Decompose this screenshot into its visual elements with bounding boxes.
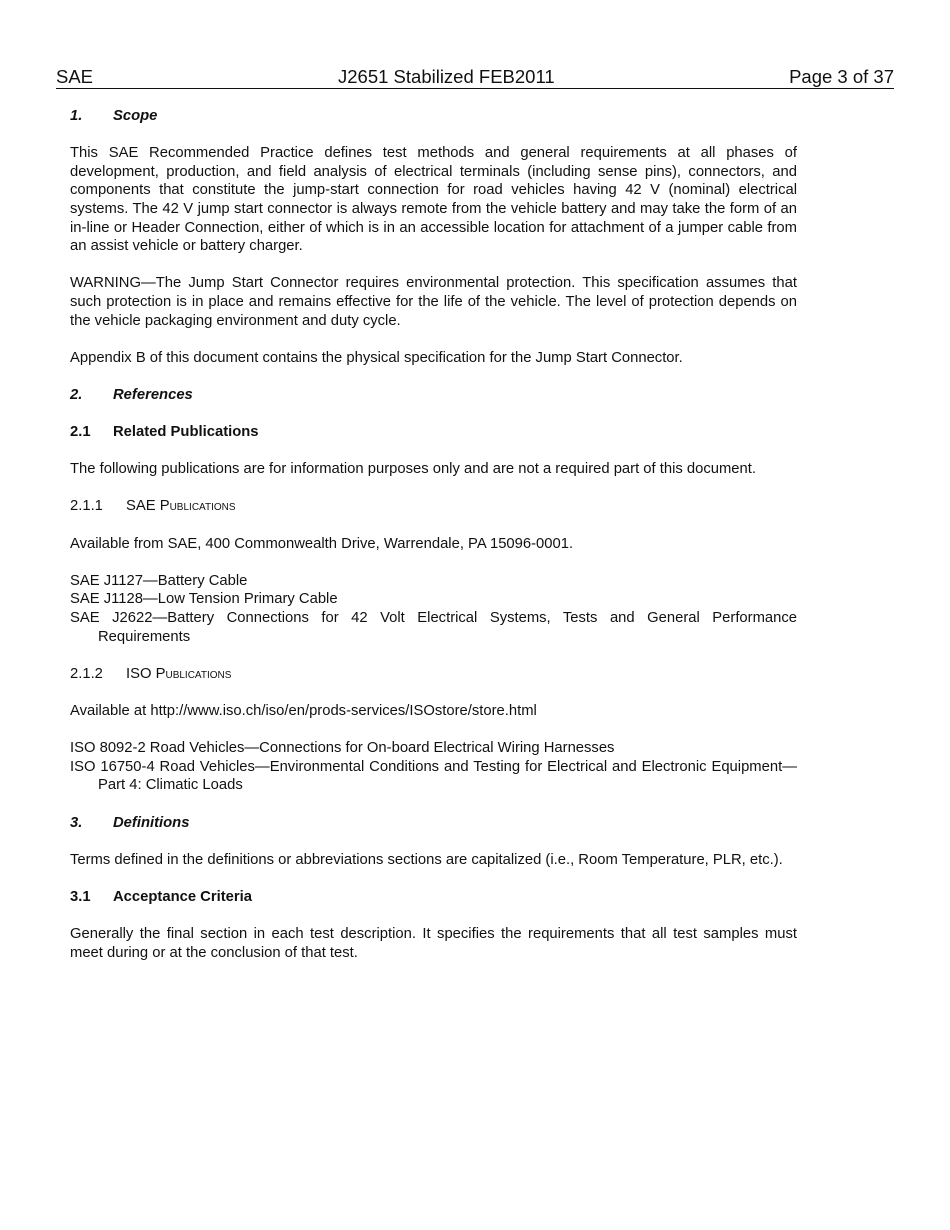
reference-item: ISO 8092-2 Road Vehicles—Connections for On-board Electrical Wiring Harnesses (70, 740, 615, 757)
subsection-number: 2.1.2 (70, 665, 103, 682)
section-scope-heading (70, 107, 797, 126)
subsection-title: Related Publications (113, 424, 259, 441)
reference-item: SAE J1127—Battery Cable (70, 572, 248, 589)
definitions-text: Terms defined in the definitions or abbreviations sections are capitalized (i.e., Room Temperature, PLR, etc.). (70, 851, 783, 868)
reference-item: SAE J1128—Low Tension Primary Cable (70, 591, 338, 608)
section-title: Scope (113, 108, 158, 124)
related-publications-text: The following publications are for information purposes only and are not a required part of this document. (70, 461, 756, 478)
document-body (70, 107, 797, 962)
section-references-heading (70, 386, 797, 405)
subsection-iso-publications-heading (70, 665, 797, 684)
section-title: References (113, 386, 193, 403)
reference-item: ISO 16750-4 Road Vehicles—Environmental Conditions and Testing for Electrical and Electronic Equipment—Part 4: Climatic Loads (70, 758, 797, 794)
appendix-note: Appendix B of this document contains the physical specification for the Jump Start Connector. (70, 349, 683, 366)
acceptance-criteria-text: Generally the final section in each test description. It specifies the requirements that all test samples must meet during or at the conclusion of that test. (70, 926, 797, 961)
iso-availability-text: Available at http://www.iso.ch/iso/en/prods-services/ISOstore/store.html (70, 703, 537, 719)
subsection-acceptance-criteria-heading (70, 888, 797, 907)
section-number: 3. (70, 814, 83, 831)
subsection-number: 3.1 (70, 888, 91, 905)
header-org: SAE (56, 66, 94, 87)
section-number: 2. (70, 386, 83, 403)
scope-paragraph: This SAE Recommended Practice defines test methods and general requirements at all phases of development, production, and field analysis of electrical terminals (including sense pins), connectors, and components that constitute the jump-start connection for road vehicles having 42 V (nominal) electrical systems. The 42 V jump start connector is always remote from the vehicle battery and may take the form of an in-line or Header Connection, either of which is in an accessible location for attachment of a jumper cable from an assist vehicle or battery charger. (70, 145, 797, 255)
header-page-number: Page 3 of 37 (789, 66, 894, 87)
subsection-title: Acceptance Criteria (113, 888, 252, 905)
subsection-title: ISO Publications (126, 665, 232, 682)
section-definitions-heading (70, 814, 797, 833)
subsection-number: 2.1 (70, 424, 91, 441)
subsection-title: SAE Publications (126, 498, 236, 515)
section-number: 1. (70, 108, 83, 124)
warning-paragraph: WARNING—The Jump Start Connector requires environmental protection. This specification assumes that such protection is in place and remains effective for the life of the vehicle. The level of protection depends on the vehicle packaging environment and duty cycle. (70, 275, 797, 329)
sae-availability-text: Available from SAE, 400 Commonwealth Drive, Warrendale, PA 15096-0001. (70, 535, 574, 552)
reference-item: SAE J2622—Battery Connections for 42 Volt Electrical Systems, Tests and General Performance Requirements (70, 610, 797, 645)
subsection-sae-publications-heading (70, 497, 797, 516)
page-header (56, 66, 894, 89)
header-document-id: J2651 Stabilized FEB2011 (338, 66, 555, 87)
subsection-number: 2.1.1 (70, 498, 103, 515)
subsection-related-publications-heading (70, 423, 797, 442)
section-title: Definitions (113, 814, 190, 831)
